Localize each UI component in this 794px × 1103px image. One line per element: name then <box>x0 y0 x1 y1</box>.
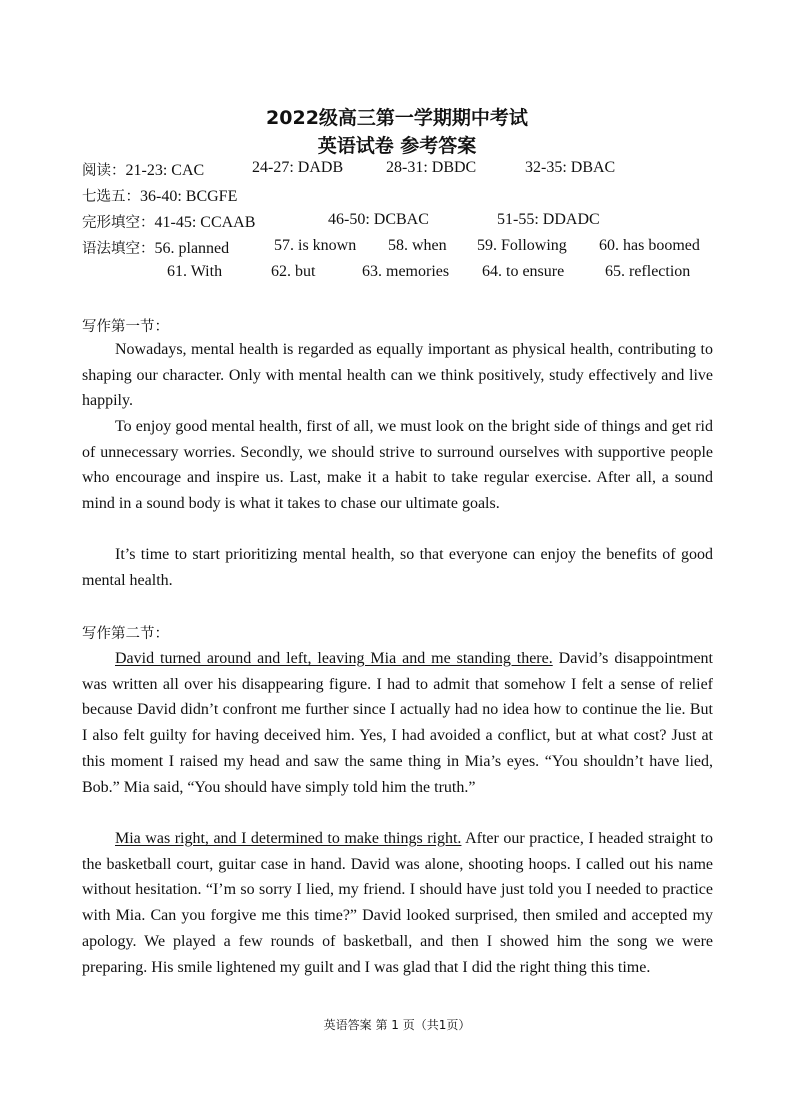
reading-answer-3: 28-31: DBDC <box>386 159 477 176</box>
reading-answer-2: 24-27: DADB <box>252 159 344 176</box>
grammar-answers-label: 语法填空：56. planned <box>82 240 230 257</box>
writing-1-paragraph-3: It’s time to start prioritizing mental health, so that everyone can enjoy the benefits of good mental health. <box>82 546 713 589</box>
writing-2-paragraph-2 <box>82 826 713 980</box>
grammar-answer-64: 64. to ensure <box>482 263 565 280</box>
grammar-answer-56: 56. planned <box>154 240 230 257</box>
reading-answer-4: 32-35: DBAC <box>525 159 616 176</box>
cloze-answer-1: 41-45: CCAAB <box>154 214 256 231</box>
grammar-answer-58: 58. when <box>388 237 447 254</box>
writing-1-paragraph-2: To enjoy good mental health, first of all, we must look on the bright side of things and get rid of unnecessary worries. Secondly, we should strive to surround ourselves with supportive people who encourage and inspire us. Last, make it a habit to take regular exercise. After all, a sound mind in a sound body is what it takes to chase our ultimate goals. <box>82 418 713 513</box>
grammar-answer-63: 63. memories <box>362 263 450 280</box>
exam-title: 2022级高三第一学期期中考试 <box>266 107 528 129</box>
reading-answers-label: 阅读：21-23: CAC <box>82 162 205 179</box>
cloze-answer-3: 51-55: DDADC <box>497 211 600 228</box>
paragraph-1-opening-sentence: David turned around and left, leaving Mia and me standing there. <box>115 650 553 667</box>
seven-answer-1: 36-40: BCGFE <box>140 188 238 205</box>
writing-1-paragraph-1: Nowadays, mental health is regarded as equally important as physical health, contributing to shaping our character. Only with mental health can we think positively, study effectively and live happily. <box>82 341 713 410</box>
cloze-answer-2: 46-50: DCBAC <box>328 211 429 228</box>
reading-answer-1: 21-23: CAC <box>125 162 205 179</box>
paragraph-1-body: David’s disappointment was written all over his disappearing figure. I had to admit that somehow I felt a sense of relief because David didn’t confront me further since I actually had no idea how to continue the lie. But I also felt guilty for having deceived him. Yes, I had avoided a conflict, but at what cost? Just at this moment I raised my head and saw the same thing in Mia’s eyes. “You shouldn’t have lied, Bob.” Mia said, “You should have simply told him the truth.” <box>82 650 713 796</box>
grammar-answer-60: 60. has boomed <box>599 237 700 254</box>
grammar-answer-61: 61. With <box>167 263 223 280</box>
paragraph-2-body: After our practice, I headed straight to the basketball court, guitar case in hand. David was alone, shooting hoops. I called out his name without hesitation. “I’m so sorry I lied, my friend. I should have just told you I needed to practice with Mia. Can you forgive me this time?” David looked surprised, then smiled and accepted my apology. We played a few rounds of basketball, and then I showed him the song we were preparing. His smile lightened my guilt and I was glad that I did the right thing this time. <box>82 830 714 976</box>
answer-key-title: 英语试卷 参考答案 <box>317 135 477 157</box>
cloze-answers-label: 完形填空：41-45: CCAAB <box>82 214 256 231</box>
page-footer: 英语答案 第 1 页（共1页） <box>323 1018 471 1032</box>
writing-section-2-heading: 写作第二节： <box>82 626 169 642</box>
grammar-answer-65: 65. reflection <box>605 263 691 280</box>
writing-section-1-heading: 写作第一节： <box>82 319 169 335</box>
grammar-answer-57: 57. is known <box>274 237 357 254</box>
grammar-answer-59: 59. Following <box>477 237 567 254</box>
paragraph-2-opening-sentence: Mia was right, and I determined to make things right. <box>115 830 462 847</box>
grammar-answer-62: 62. but <box>271 263 316 280</box>
writing-2-paragraph-1 <box>82 646 713 800</box>
seven-choose-five-answers: 七选五：36-40: BCGFE <box>82 188 238 205</box>
